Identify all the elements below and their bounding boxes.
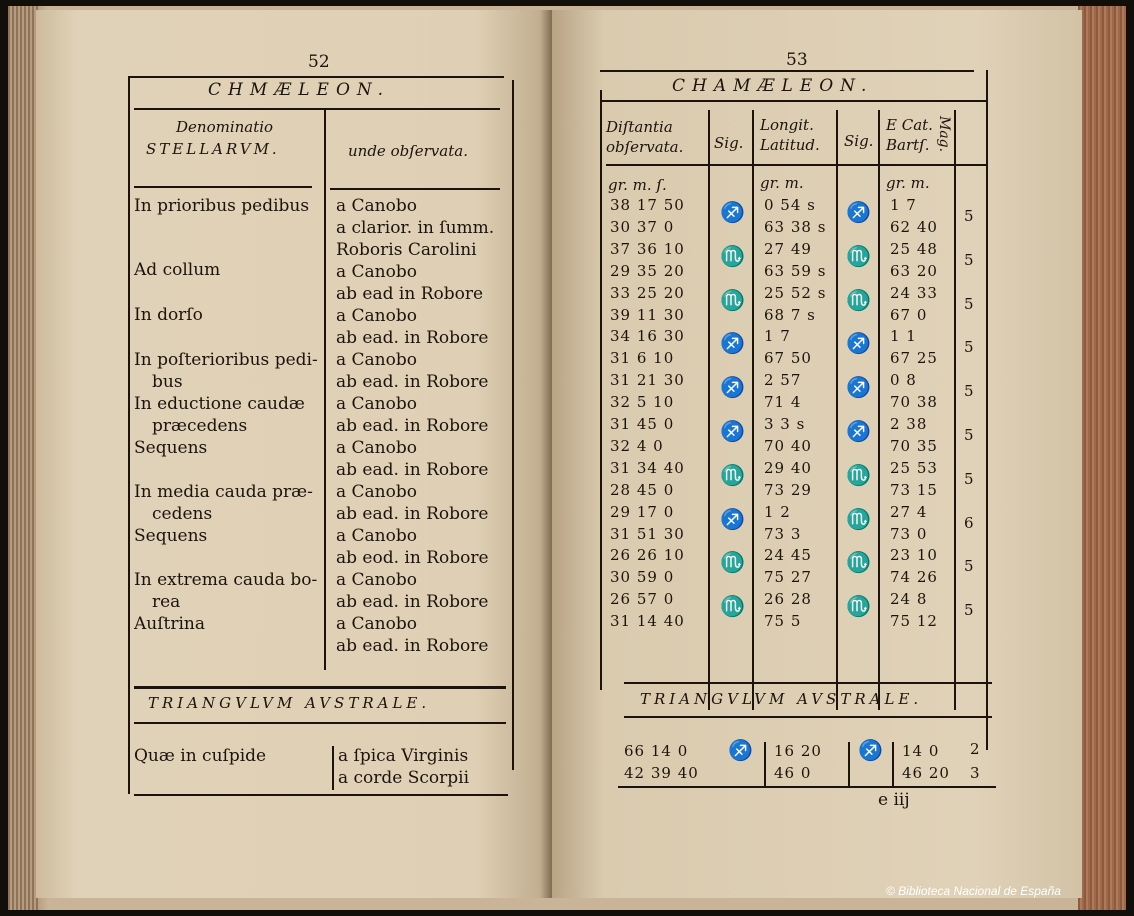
column-divider	[332, 746, 334, 790]
page-title: CHMÆLEON.	[208, 80, 391, 100]
longitude-value: 71 4	[764, 393, 802, 412]
longitude-value: 3 3 s	[764, 415, 806, 433]
distance-value: 39 11 30	[610, 305, 685, 324]
column-header: E Cat.	[886, 116, 933, 134]
distance-value: 31 34 40	[610, 458, 685, 477]
distance-value: 30 37 0	[610, 217, 675, 236]
star-name: In poſterioribus pedi-	[134, 350, 318, 370]
star-name: In eductione caudæ	[134, 394, 305, 414]
ecat-value: 73 15	[890, 480, 938, 499]
star-name: In dorſo	[134, 305, 203, 325]
magnitude-value: 5	[964, 206, 975, 225]
distance-value: 31 45 0	[610, 415, 675, 433]
source-text: ab ead. in Robore	[336, 636, 489, 656]
rule	[134, 108, 500, 110]
ecat-value: 23 10	[890, 546, 938, 565]
source-text: a Canobo	[336, 526, 417, 546]
source-text: ab ead. in Robore	[336, 328, 489, 348]
magnitude-value: 2	[970, 740, 981, 758]
page-title: CHAMÆLEON.	[672, 76, 874, 96]
sagittarius-sign-icon: ♐	[846, 331, 871, 356]
column-divider	[878, 110, 880, 710]
star-name: Sequens	[134, 526, 208, 546]
rule	[134, 686, 506, 689]
ecat-value: 2 38	[890, 415, 928, 433]
longitude-value: 16 20	[774, 742, 822, 760]
units-label: gr. m. ſ.	[608, 176, 667, 194]
distance-value: 26 26 10	[610, 546, 685, 565]
column-divider	[764, 742, 766, 786]
source-text: a Canobo	[336, 482, 417, 502]
column-header: Sig.	[844, 132, 874, 150]
table-border-right	[512, 80, 514, 770]
ecat-value: 70 38	[890, 393, 938, 412]
magnitude-value: 5	[964, 557, 975, 576]
sagittarius-sign-icon: ♐	[846, 375, 871, 400]
scorpio-sign-icon: ♏	[720, 594, 745, 619]
magnitude-value: 5	[964, 338, 975, 357]
right-page-edges	[1078, 6, 1126, 910]
table-border-right	[986, 70, 988, 750]
rule	[600, 70, 974, 72]
distance-value: 31 51 30	[610, 524, 685, 543]
longitude-value: 73 3	[764, 524, 802, 543]
distance-value: 31 21 30	[610, 371, 685, 390]
sagittarius-sign-icon: ♐	[720, 375, 745, 400]
scorpio-sign-icon: ♏	[846, 287, 871, 312]
distance-value: 66 14 0	[624, 742, 689, 760]
longitude-value: 70 40	[764, 436, 812, 455]
column-header: Diſtantia	[606, 118, 673, 136]
column-header: STELLARVM.	[146, 140, 280, 158]
column-header: Latitud.	[760, 136, 820, 154]
left-page	[36, 10, 552, 898]
rule	[600, 100, 986, 102]
scorpio-sign-icon: ♏	[720, 243, 745, 268]
table-border-left	[600, 90, 602, 690]
source-text: a Canobo	[336, 196, 417, 216]
source-text: a Canobo	[336, 262, 417, 282]
column-header: obſervata.	[606, 138, 684, 156]
ecat-value: 70 35	[890, 436, 938, 455]
source-text: ab ead. in Robore	[336, 372, 489, 392]
column-divider	[892, 742, 894, 786]
ecat-value: 1 1	[890, 327, 917, 346]
column-header: Denominatio	[176, 118, 274, 136]
scorpio-sign-icon: ♏	[846, 550, 871, 575]
distance-value: 29 35 20	[610, 261, 685, 280]
ecat-value: 0 8	[890, 371, 917, 390]
longitude-value: 75 5	[764, 612, 802, 631]
sagittarius-sign-icon: ♐	[720, 331, 745, 356]
longitude-value: 2 57	[764, 371, 802, 390]
distance-value: 31 14 40	[610, 612, 685, 631]
ecat-value: 46 20	[902, 764, 950, 782]
distance-value: 26 57 0	[610, 590, 675, 609]
ecat-value: 25 53	[890, 458, 938, 477]
column-divider	[954, 110, 956, 710]
sagittarius-sign-icon: ♐	[720, 200, 745, 224]
sagittarius-sign-icon: ♐	[858, 738, 883, 762]
column-divider	[752, 110, 754, 710]
distance-value: 29 17 0	[610, 502, 675, 521]
right-page	[552, 10, 1082, 898]
ecat-value: 75 12	[890, 612, 938, 631]
longitude-value: 67 50	[764, 349, 812, 368]
magnitude-value: 5	[964, 469, 975, 488]
star-name: In extrema cauda bo-	[134, 570, 318, 590]
source-text: a Canobo	[336, 306, 417, 326]
star-name: Quæ in cuſpide	[134, 746, 267, 766]
distance-value: 33 25 20	[610, 283, 685, 302]
ecat-value: 27 4	[890, 502, 928, 521]
page-number: 52	[308, 52, 330, 72]
longitude-value: 75 27	[764, 568, 812, 587]
source-text: a ſpica Virginis	[338, 746, 469, 766]
source-text: ab ead in Robore	[336, 284, 484, 304]
magnitude-value: 3	[970, 764, 981, 782]
source-text: Roboris Carolini	[336, 240, 477, 260]
star-name: rea	[152, 592, 181, 612]
column-divider	[848, 742, 850, 786]
source-text: ab ead. in Robore	[336, 592, 489, 612]
source-text: a Canobo	[336, 614, 417, 634]
table-border-left	[128, 76, 130, 794]
ecat-value: 67 25	[890, 349, 938, 368]
sagittarius-sign-icon: ♐	[846, 200, 871, 224]
rule	[128, 76, 504, 78]
longitude-value: 68 7 s	[764, 305, 816, 324]
sagittarius-sign-icon: ♐	[728, 738, 753, 762]
section-title: TRIANGVLVM AVSTRALE.	[148, 694, 431, 712]
source-text: a clarior. in ſumm.	[336, 218, 495, 238]
scorpio-sign-icon: ♏	[846, 506, 871, 531]
source-text: a Canobo	[336, 438, 417, 458]
magnitude-value: 5	[964, 601, 975, 620]
longitude-value: 29 40	[764, 458, 812, 477]
star-name: Sequens	[134, 438, 208, 458]
longitude-value: 27 49	[764, 239, 812, 258]
signature-mark: e iij	[878, 790, 910, 810]
distance-value: 37 36 10	[610, 239, 685, 258]
page-number: 53	[786, 50, 808, 70]
rule	[624, 682, 992, 684]
magnitude-value: 5	[964, 250, 975, 269]
longitude-value: 26 28	[764, 590, 812, 609]
scorpio-sign-icon: ♏	[846, 594, 871, 619]
longitude-value: 1 7	[764, 327, 791, 346]
star-name: præcedens	[152, 416, 248, 436]
column-divider	[708, 110, 710, 710]
distance-value: 38 17 50	[610, 196, 685, 214]
column-divider	[836, 110, 838, 710]
longitude-value: 63 38 s	[764, 217, 827, 236]
longitude-value: 73 29	[764, 480, 812, 499]
magnitude-value: 5	[964, 294, 975, 313]
scorpio-sign-icon: ♏	[846, 243, 871, 268]
longitude-value: 24 45	[764, 546, 812, 565]
ecat-value: 24 8	[890, 590, 928, 609]
column-header: Sig.	[714, 134, 744, 152]
distance-value: 32 4 0	[610, 436, 664, 455]
scorpio-sign-icon: ♏	[846, 462, 871, 487]
magnitude-value: 6	[964, 513, 975, 532]
magnitude-value: 5	[964, 425, 975, 444]
sagittarius-sign-icon: ♐	[720, 419, 745, 443]
star-name: Ad collum	[134, 260, 221, 280]
longitude-value: 0 54 s	[764, 196, 816, 214]
ecat-value: 74 26	[890, 568, 938, 587]
ecat-value: 24 33	[890, 283, 938, 302]
left-page-edges	[8, 6, 38, 910]
scorpio-sign-icon: ♏	[720, 462, 745, 487]
distance-value: 30 59 0	[610, 568, 675, 587]
section-title: TRIANGVLVM AVSTRALE.	[640, 690, 923, 708]
source-text: a Canobo	[336, 394, 417, 414]
units-label: gr. m.	[760, 174, 804, 192]
rule	[330, 188, 500, 190]
longitude-value: 1 2	[764, 502, 791, 521]
rule	[618, 786, 996, 788]
units-label: gr. m.	[886, 174, 930, 192]
star-name: cedens	[152, 504, 213, 524]
magnitude-value: 5	[964, 382, 975, 401]
ecat-value: 25 48	[890, 239, 938, 258]
rule	[606, 164, 986, 166]
source-text: ab eod. in Robore	[336, 548, 489, 568]
column-divider	[324, 110, 326, 670]
source-text: a Canobo	[336, 350, 417, 370]
distance-value: 31 6 10	[610, 349, 675, 368]
distance-value: 42 39 40	[624, 764, 699, 782]
ecat-value: 73 0	[890, 524, 928, 543]
longitude-value: 25 52 s	[764, 283, 827, 302]
distance-value: 34 16 30	[610, 327, 685, 346]
rule	[134, 186, 312, 188]
source-text: ab ead. in Robore	[336, 416, 489, 436]
star-name: bus	[152, 372, 183, 392]
ecat-value: 1 7	[890, 196, 917, 214]
ecat-value: 14 0	[902, 742, 940, 760]
longitude-value: 63 59 s	[764, 261, 827, 280]
source-text: a Canobo	[336, 570, 417, 590]
star-name: In prioribus pedibus	[134, 196, 310, 216]
star-name: Auſtrina	[134, 614, 205, 634]
sagittarius-sign-icon: ♐	[846, 419, 871, 443]
scorpio-sign-icon: ♏	[720, 550, 745, 575]
sagittarius-sign-icon: ♐	[720, 506, 745, 531]
rule	[134, 722, 506, 724]
ecat-value: 62 40	[890, 217, 938, 236]
source-text: a corde Scorpii	[338, 768, 470, 788]
rule	[624, 716, 992, 718]
column-header: unde obſervata.	[348, 142, 468, 160]
column-header: Longit.	[760, 116, 814, 134]
column-header: Mag.	[936, 116, 952, 153]
distance-value: 32 5 10	[610, 393, 675, 412]
rule	[134, 794, 508, 796]
ecat-value: 67 0	[890, 305, 928, 324]
distance-value: 28 45 0	[610, 480, 675, 499]
copyright-credit: © Biblioteca Nacional de España	[886, 884, 1061, 898]
ecat-value: 63 20	[890, 261, 938, 280]
star-name: In media cauda præ-	[134, 482, 313, 502]
source-text: ab ead. in Robore	[336, 504, 489, 524]
scorpio-sign-icon: ♏	[720, 287, 745, 312]
source-text: ab ead. in Robore	[336, 460, 489, 480]
longitude-value: 46 0	[774, 764, 812, 782]
column-header: Bartſ.	[886, 136, 930, 154]
